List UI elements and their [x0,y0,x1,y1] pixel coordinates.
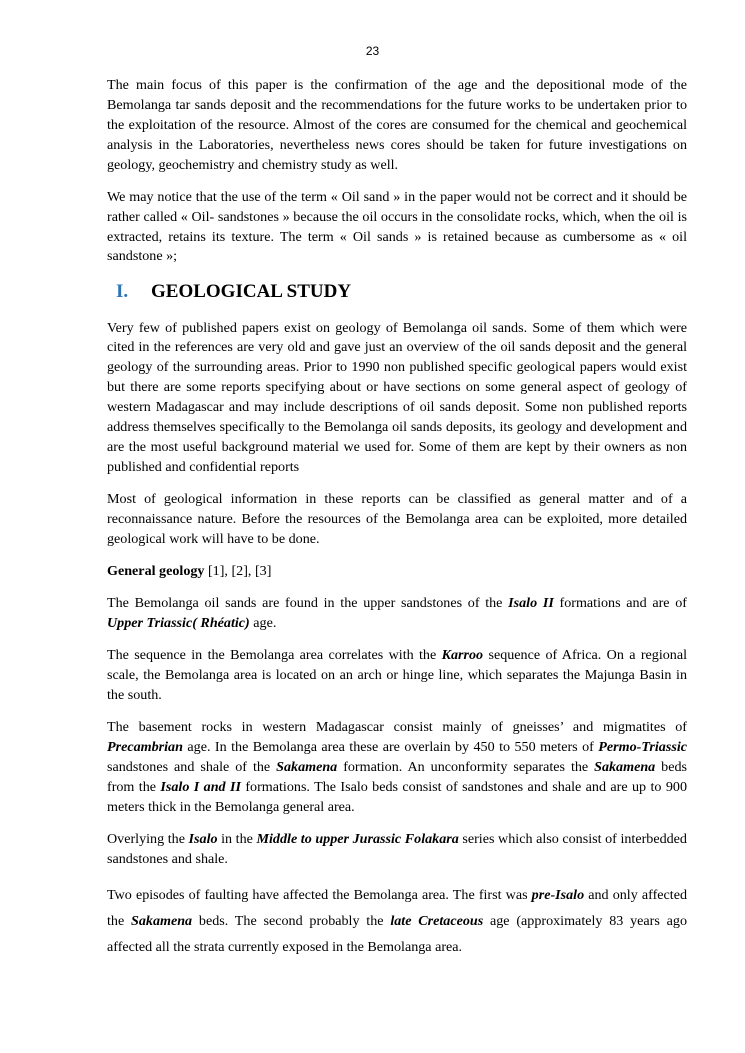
emphasis-permo-triassic: Permo-Triassic [598,738,687,755]
section-title: GEOLOGICAL STUDY [151,280,352,302]
subheading-refs: [1], [2], [3] [204,562,272,579]
text-run: sequence of Africa. On a regional scale, the Bemolanga area is located on an arch or hinge line, which separates the Majunga Basin in the south. [107,646,687,703]
subheading-title: General geology [107,562,205,579]
emphasis-sakamena: Sakamena [276,758,338,775]
emphasis-late-cretaceous: late Cretaceous [390,912,484,929]
emphasis-pre-isalo: pre-Isalo [531,886,585,903]
paragraph-overlying [107,830,687,870]
text-run: The Bemolanga oil sands are found in the upper sandstones of the [107,594,509,611]
emphasis-precambrian: Precambrian [107,738,183,755]
text-run: age. [249,614,277,631]
emphasis-upper-triassic: Upper Triassic( Rhéatic) [107,614,250,631]
text-run: age. In the Bemolanga area these are overlain by 450 to 550 meters of [182,738,599,755]
section-number: I. [116,280,129,302]
section-heading [116,280,687,304]
emphasis-folakara: Middle to upper Jurassic Folakara [256,830,459,847]
emphasis-isalo: Isalo [188,830,218,847]
text-run: The basement rocks in western Madagascar consist mainly of gneisses’ and migmatites of [107,718,687,735]
text-run: formation. An unconformity separates the [337,758,595,775]
text-run: beds. The second probably the [192,912,391,929]
paragraph-isalo [107,594,687,634]
text-run: age (approximately 83 years ago affected all the strata currently exposed in the Bemolanga area. [107,912,687,955]
text-run: formations. The Isalo beds consist of sandstones and shale and are up to 900 meters thick in the Bemolanga general area. [107,778,687,815]
text-run: series which also consist of interbedded sandstones and shale. [107,830,687,867]
page-number: 23 [365,44,380,58]
emphasis-karroo: Karroo [441,646,484,663]
paragraph-sequence [107,646,687,706]
document-body [107,76,687,972]
text-run: Two episodes of faulting have affected the Bemolanga area. The first was [107,886,532,903]
emphasis-isalo-i-ii: Isalo I and II [160,778,241,795]
emphasis-isalo-ii: Isalo II [508,594,554,611]
subheading-general-geology [107,562,687,582]
paragraph-focus: The main focus of this paper is the confirmation of the age and the depositional mode of the Bemolanga tar sands deposit and the recommendations for the future works to be undertaken prior to the exploitation of the resource. Almost of the cores are consumed for the chemical and geochemical analysis in the Laboratories, nevertheless news cores should be taken for future investigations on geology, geochemistry and chemistry study as well. [107,77,687,173]
paragraph-oil-sand-term: We may notice that the use of the term « Oil sand » in the paper would not be correct and it should be rather called « Oil- sandstones » because the oil occurs in the consolidate rocks, which, when the oil is extracted, retains its texture. The term « Oil sands » is retained because as cumbersome as « oil sandstone »; [107,188,687,265]
text-run: in the [217,830,257,847]
paragraph-basement [107,718,687,818]
text-run: and only affected the [107,886,687,929]
emphasis-sakamena: Sakamena [131,912,193,929]
text-run: The sequence in the Bemolanga area correlates with the [107,646,442,663]
text-run: beds from the [107,758,688,795]
text-run: sandstones and shale of the [107,758,277,775]
text-run: formations and are of [553,594,687,611]
paragraph-faulting [107,882,687,960]
paragraph-reports: Most of geological information in these reports can be classified as general matter and of a reconnaissance nature. Before the resources of the Bemolanga area can be exploited, more detailed geological work will have to be done. [107,490,687,547]
text-run: Overlying the [107,830,189,847]
paragraph-published-papers: Very few of published papers exist on geology of Bemolanga oil sands. Some of them which were cited in the references are very old and gave just an overview of the oil sands deposit and the general geology of the surrounding areas. Prior to 1990 non published specific geological papers would exist but there are some reports specifying about or have sections on some general aspect of geology of western Madagascar and may include descriptions of oil sands deposit. Some non published reports address themselves specifically to the Bemolanga oil sands deposits, its geology and development and are the most useful background material we used for. Some of them are kept by their owners as non published and confidential reports [107,319,687,475]
emphasis-sakamena: Sakamena [594,758,656,775]
